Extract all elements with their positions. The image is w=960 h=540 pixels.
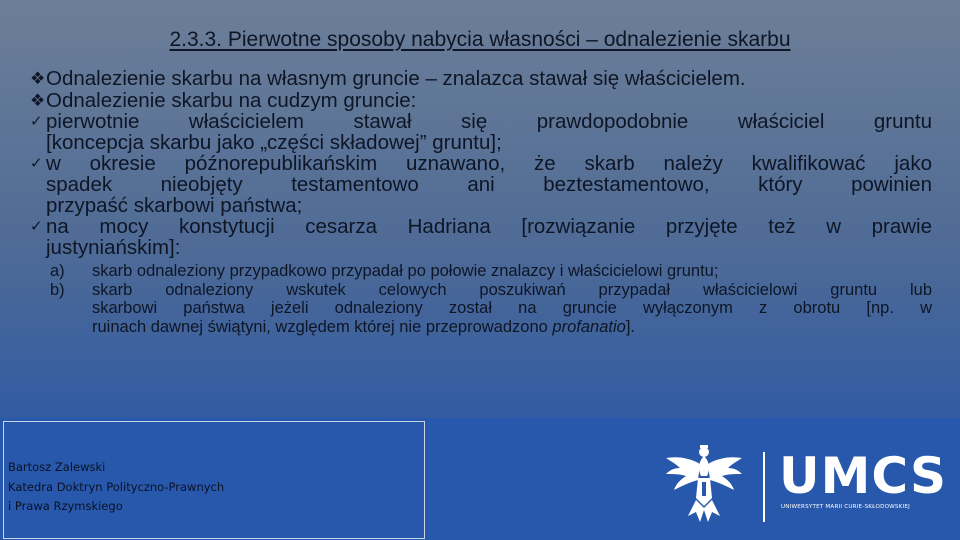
checkmark-icon: ✓: [30, 155, 43, 172]
sub-item-text-last: [92, 318, 932, 337]
umcs-logo-text: UMCS: [779, 447, 947, 505]
eagle-emblem-icon: [660, 440, 748, 528]
diamond-bullet-icon: ❖: [30, 90, 46, 110]
sub-item-end: ].: [625, 317, 635, 336]
bullet-item: [30, 90, 932, 112]
logo-divider: [763, 452, 765, 522]
sub-item-label: b): [50, 280, 65, 299]
author-box: [3, 421, 425, 539]
bullet-text: Odnalezienie skarbu na własnym gruncie – znalazca stawał się właścicielem.: [46, 67, 746, 90]
check-text-line: w okresie późnorepublikańskim uznawano, że skarb należy kwalifikować jako: [46, 152, 932, 175]
sub-item-text: skarb odnaleziony wskutek celowych poszukiwań przypadał właścicielowi gruntu lub: [92, 280, 932, 299]
slide-title: 2.3.3. Pierwotne sposoby nabycia własności – odnalezienie skarbu: [169, 28, 791, 51]
check-text-line: [koncepcja skarbu jako „części składowej” gruntu];: [46, 131, 502, 154]
author-department: Katedra Doktryn Polityczno-Prawnych: [8, 479, 225, 494]
sub-item-text: skarbowi państwa jeżeli odnaleziony został na gruncie wyłączonym z obrotu [np. w: [92, 299, 932, 317]
check-text-line: justyniańskim]:: [46, 236, 181, 259]
university-name: UNIWERSYTET MARII CURIE-SKŁODOWSKIEJ: [781, 504, 910, 510]
bullet-item: [30, 68, 932, 90]
checkmark-icon: ✓: [30, 113, 43, 130]
sub-item-text: ruinach dawnej świątyni, względem której nie przeprowadzono: [92, 317, 548, 336]
author-name: Bartosz Zalewski: [8, 460, 106, 474]
check-text-line: spadek nieobjęty testamentowo ani beztestamentowo, który powinien: [46, 173, 932, 196]
diamond-bullet-icon: ❖: [30, 69, 46, 88]
check-text-line: pierwotnie właścicielem stawał się prawdopodobnie właściciel gruntu: [46, 110, 932, 133]
sub-item: [50, 262, 932, 281]
bullet-text: Odnalezienie skarbu na cudzym gruncie:: [46, 88, 417, 112]
checkmark-icon: ✓: [30, 218, 43, 235]
sub-item-text: skarb odnaleziony przypadkowo przypadał po połowie znalazcy i właścicielowi gruntu;: [92, 262, 719, 280]
author-department-2: i Prawa Rzymskiego: [8, 499, 123, 513]
sub-item: [50, 281, 932, 337]
check-item: [30, 216, 932, 258]
check-text-line: na mocy konstytucji cesarza Hadriana [rozwiązanie przyjęte też w prawie: [46, 215, 932, 238]
author-info: [8, 458, 224, 517]
check-item: [30, 111, 932, 153]
footer-bar: [0, 418, 960, 540]
emphasis-text: profanatio: [552, 317, 626, 336]
sub-list: [50, 262, 932, 336]
sub-item-label: a): [50, 262, 65, 280]
check-text-line: przypaść skarbowi państwa;: [46, 194, 303, 217]
slide-content: [30, 68, 932, 336]
check-item: [30, 153, 932, 216]
